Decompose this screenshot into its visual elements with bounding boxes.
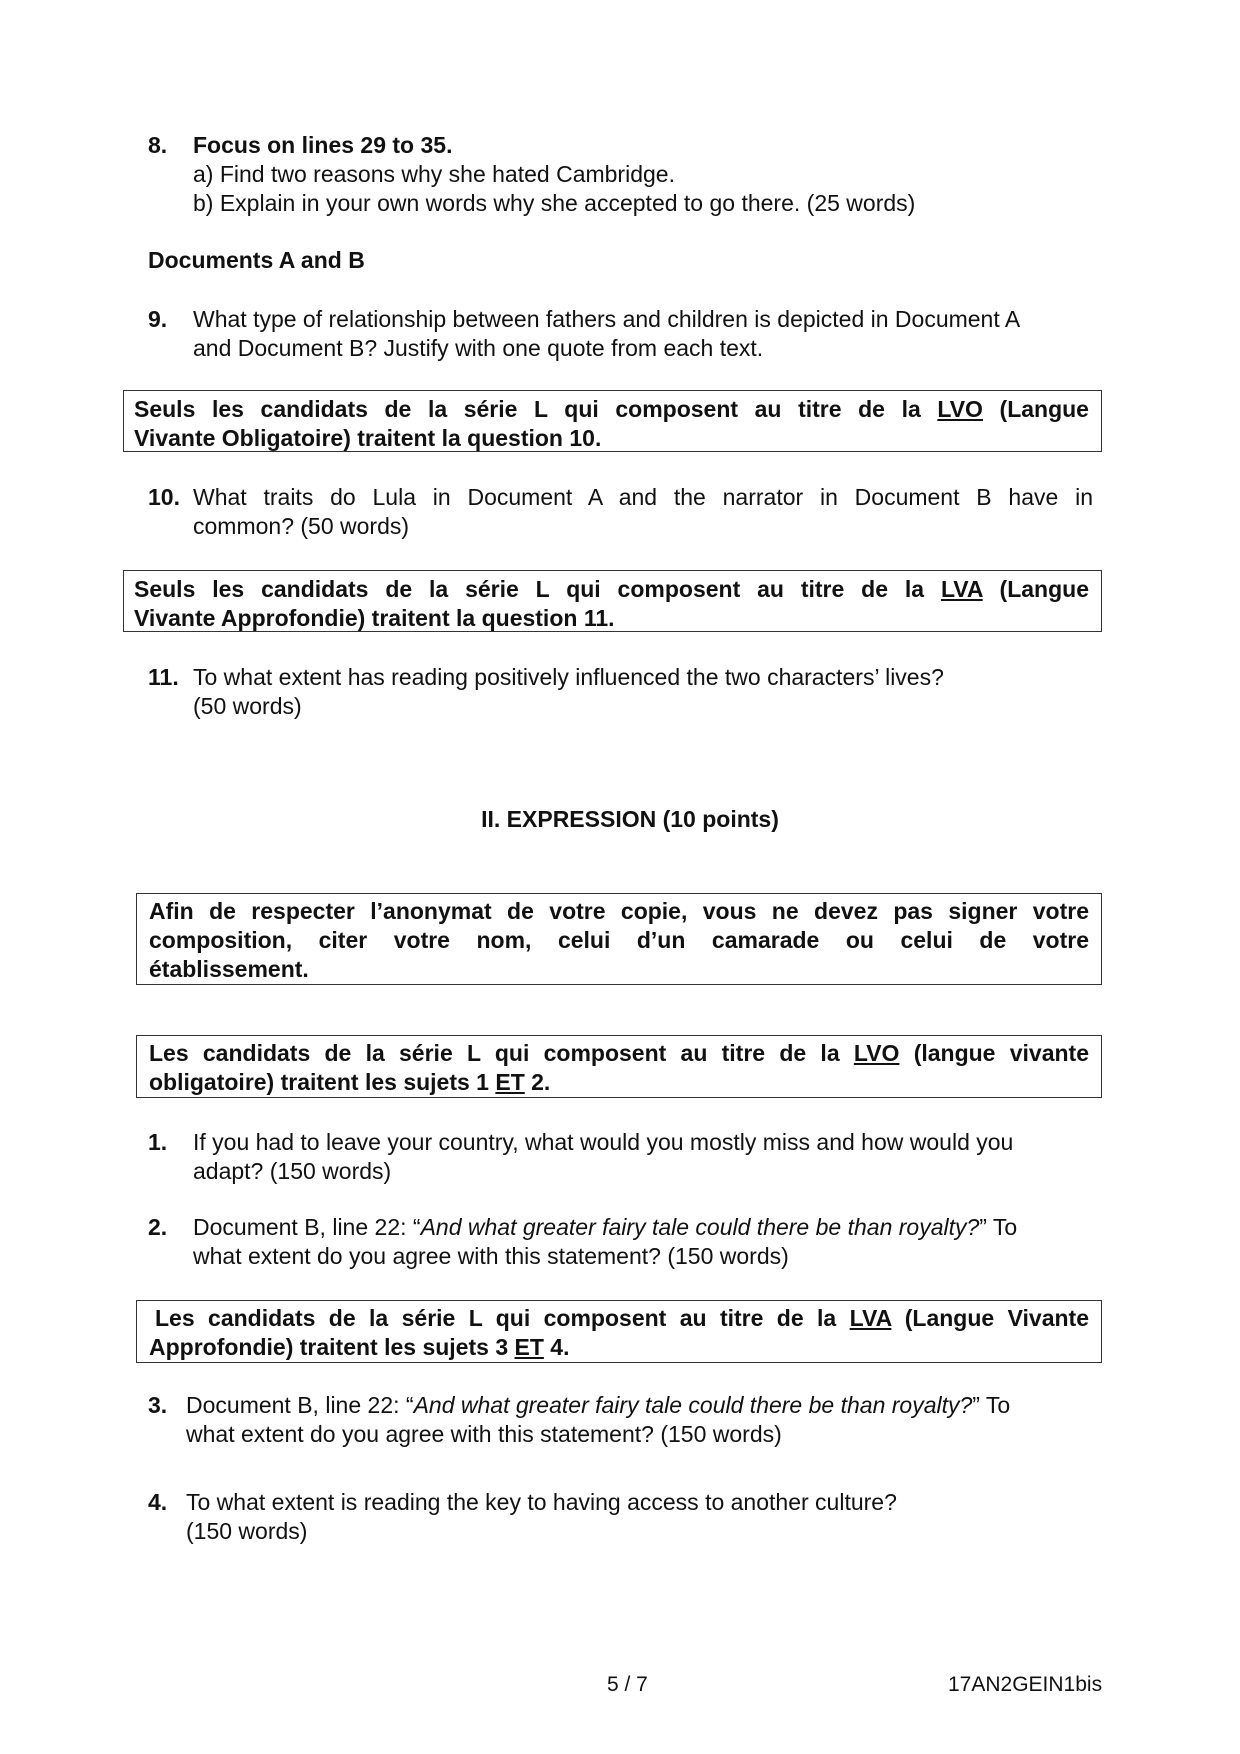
instruction-box-anonymat bbox=[136, 893, 1102, 985]
question-line: common? (50 words) bbox=[193, 513, 410, 539]
subject-number: 4. bbox=[148, 1489, 168, 1515]
subject-text: Document B, line 22: “ bbox=[186, 1392, 414, 1418]
instruction-text: Les candidats de la série L qui composent au titre de la bbox=[149, 1040, 854, 1066]
instruction-text: (Langue bbox=[982, 396, 1089, 422]
subject-line bbox=[193, 1213, 1017, 1242]
section-heading-documents-ab: Documents A and B bbox=[148, 247, 365, 273]
question-line: (50 words) bbox=[193, 693, 302, 719]
question-line: What traits do Lula in Document A and the narrator in Document B have in bbox=[193, 484, 1093, 510]
question-title: Focus on lines 29 to 35. bbox=[193, 132, 453, 158]
subject-line: what extent do you agree with this statement? (150 words) bbox=[186, 1421, 782, 1447]
question-line: and Document B? Justify with one quote from each text. bbox=[193, 335, 764, 361]
question-line: To what extent has reading positively influenced the two characters’ lives? bbox=[193, 664, 944, 690]
et-keyword: ET bbox=[514, 1334, 544, 1360]
instruction-text: Seuls les candidats de la série L qui composent au titre de la bbox=[134, 576, 941, 602]
instruction-text: Les candidats de la série L qui composent au titre de la bbox=[155, 1305, 850, 1331]
instruction-text: Approfondie) traitent les sujets 3 bbox=[149, 1334, 515, 1360]
instruction-text: obligatoire) traitent les sujets 1 bbox=[149, 1069, 496, 1095]
subject-line: If you had to leave your country, what would you mostly miss and how would you bbox=[193, 1129, 1014, 1155]
instruction-line bbox=[134, 395, 1089, 424]
instruction-text: 4. bbox=[543, 1334, 570, 1360]
et-keyword: ET bbox=[495, 1069, 525, 1095]
instruction-line bbox=[149, 1068, 1089, 1097]
instruction-line: établissement. bbox=[149, 956, 309, 982]
instruction-text: 2. bbox=[524, 1069, 551, 1095]
lva-code: LVA bbox=[849, 1305, 892, 1331]
instruction-box-lvo-sujets bbox=[136, 1035, 1102, 1098]
section-title: II. EXPRESSION (10 points) bbox=[481, 806, 779, 832]
subject-line: what extent do you agree with this statement? (150 words) bbox=[193, 1243, 789, 1269]
instruction-line: Afin de respecter l’anonymat de votre copie, vous ne devez pas signer votre bbox=[149, 898, 1089, 924]
instruction-text: (Langue Vivante bbox=[891, 1305, 1089, 1331]
instruction-box-lva-q11 bbox=[123, 570, 1102, 632]
instruction-text: Seuls les candidats de la série L qui composent au titre de la bbox=[134, 396, 938, 422]
instruction-box-lvo-q10 bbox=[123, 390, 1102, 452]
instruction-line bbox=[149, 1333, 1089, 1362]
instruction-text: (langue vivante bbox=[899, 1040, 1089, 1066]
quote-text: And what greater fairy tale could there be than royalty? bbox=[420, 1214, 980, 1240]
subject-text: ” To bbox=[972, 1392, 1011, 1418]
subject-line: adapt? (150 words) bbox=[193, 1158, 392, 1184]
instruction-line: Vivante Approfondie) traitent la question 11. bbox=[134, 605, 615, 631]
question-line: What type of relationship between fathers and children is depicted in Document A bbox=[193, 306, 1021, 332]
subject-number: 2. bbox=[148, 1214, 168, 1240]
instruction-box-lva-sujets bbox=[136, 1300, 1102, 1363]
question-number: 10. bbox=[148, 484, 180, 510]
instruction-line bbox=[149, 1039, 1089, 1068]
subject-line: To what extent is reading the key to having access to another culture? bbox=[186, 1489, 897, 1515]
subject-line bbox=[186, 1391, 1010, 1420]
question-number: 9. bbox=[148, 306, 168, 332]
document-code: 17AN2GEIN1bis bbox=[948, 1673, 1103, 1696]
subject-line: (150 words) bbox=[186, 1518, 308, 1544]
instruction-line: composition, citer votre nom, celui d’un camarade ou celui de votre bbox=[149, 927, 1089, 953]
subject-text: Document B, line 22: “ bbox=[193, 1214, 421, 1240]
question-part-b: b) Explain in your own words why she accepted to go there. (25 words) bbox=[193, 190, 916, 216]
instruction-line: Vivante Obligatoire) traitent la question 10. bbox=[134, 425, 602, 451]
page-number: 5 / 7 bbox=[607, 1673, 648, 1696]
question-number: 8. bbox=[148, 132, 168, 158]
subject-number: 1. bbox=[148, 1129, 168, 1155]
subject-text: ” To bbox=[979, 1214, 1018, 1240]
instruction-line bbox=[149, 1304, 1089, 1333]
lvo-code: LVO bbox=[853, 1040, 900, 1066]
instruction-line bbox=[134, 575, 1089, 604]
question-part-a: a) Find two reasons why she hated Cambridge. bbox=[193, 161, 675, 187]
instruction-text: (Langue bbox=[982, 576, 1089, 602]
lva-code: LVA bbox=[940, 576, 983, 602]
quote-text: And what greater fairy tale could there be than royalty? bbox=[413, 1392, 973, 1418]
lvo-code: LVO bbox=[937, 396, 983, 422]
question-number: 11. bbox=[148, 664, 179, 690]
subject-number: 3. bbox=[148, 1392, 168, 1418]
